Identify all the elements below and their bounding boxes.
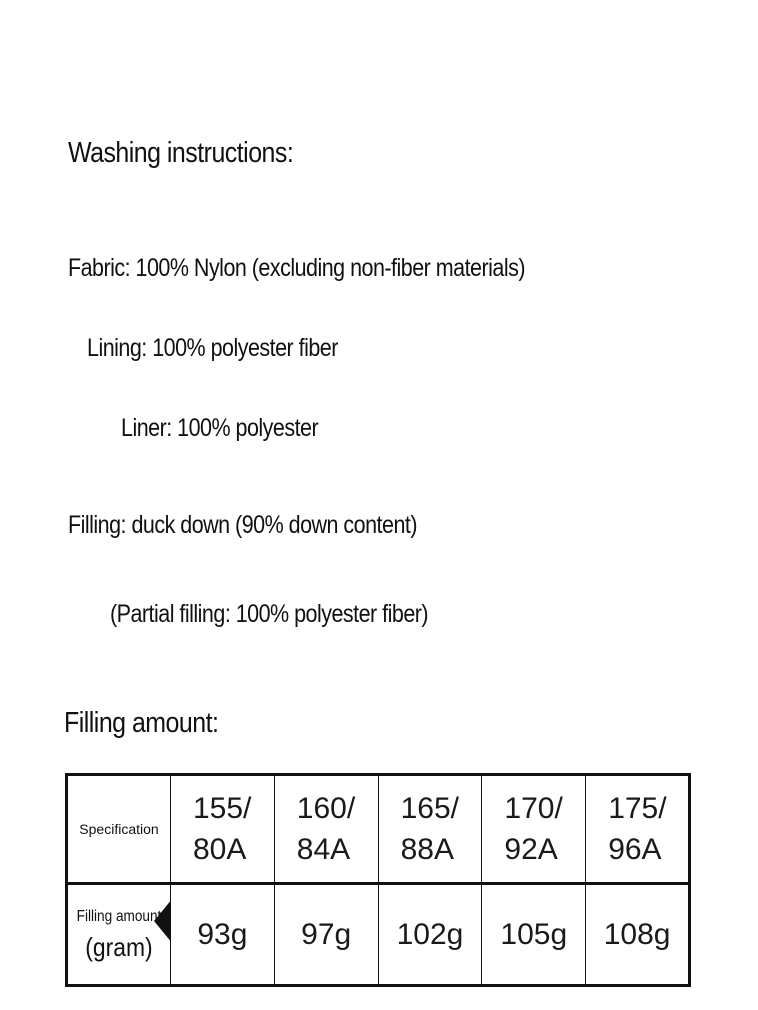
partial-filling-line: (Partial filling: 100% polyester fiber) xyxy=(110,600,429,628)
filling-amount-row xyxy=(67,884,690,986)
lining-line: Lining: 100% polyester fiber xyxy=(87,334,338,362)
amount-cell: 102g xyxy=(378,884,482,986)
amount-cell: 97g xyxy=(274,884,378,986)
liner-line: Liner: 100% polyester xyxy=(121,414,319,442)
filling-amount-label: Filling amount (gram) xyxy=(67,884,171,986)
amount-cell: 105g xyxy=(482,884,586,986)
specification-label: Specification xyxy=(67,775,171,884)
size-cell: 155/ 80A xyxy=(171,775,275,884)
size-cell: 170/ 92A xyxy=(482,775,586,884)
size-cell: 160/ 84A xyxy=(274,775,378,884)
specification-row xyxy=(67,775,690,884)
filling-amount-table xyxy=(65,773,691,987)
amount-cell: 93g xyxy=(171,884,275,986)
corner-mark-icon xyxy=(154,899,171,943)
washing-instructions-heading: Washing instructions: xyxy=(68,137,294,169)
amount-cell: 108g xyxy=(586,884,690,986)
fabric-line: Fabric: 100% Nylon (excluding non-fiber materials) xyxy=(68,254,525,282)
size-cell: 165/ 88A xyxy=(378,775,482,884)
filling-amount-heading: Filling amount: xyxy=(64,707,219,739)
size-cell: 175/ 96A xyxy=(586,775,690,884)
filling-line: Filling: duck down (90% down content) xyxy=(68,511,417,539)
